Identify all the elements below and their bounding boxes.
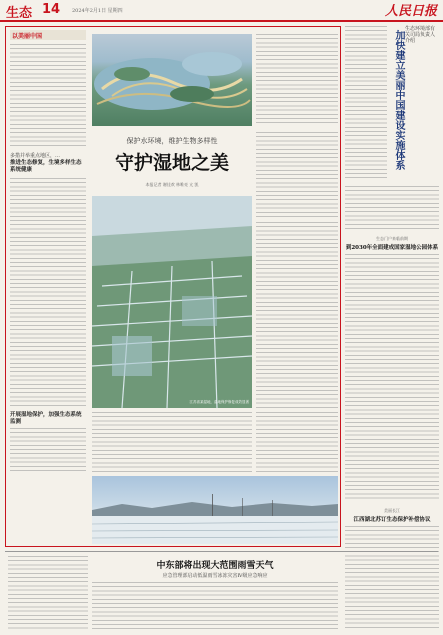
page-number: 14 [42,2,61,17]
article-text-block [10,44,86,148]
wetland-photo-bottom [92,476,338,544]
wetland-fields-illustration [92,196,252,408]
article-text-block [256,412,338,472]
bottom-subhead: 应急管理部启动低温雨雪冰冻灾害Ⅳ级应急响应 [162,573,268,579]
winter-wetland-illustration [92,476,338,544]
article-text-block [8,556,88,630]
subhead: 开展湿地保护，加强生态系统监测 [10,412,82,425]
bottom-headline: 中东部将出现大范围雨雪天气 [156,561,274,571]
subhead: 多措并举重点地区，… [10,153,61,159]
masthead [0,0,443,22]
feature-kicker: 保护水环境，维护生物多样性 [126,137,218,145]
brief-kicker: 生态门户来临前期 [376,236,408,241]
brief-headline: 江西湖北苏订生态保护补偿协议 [353,517,431,523]
brief-headline: 到2030年全面建成国家湿地公园体系 [345,245,439,251]
feature-byline: 本报记者 谢佳欢 林唯亮 亢 凯 [145,182,199,187]
article-text-block [92,582,338,630]
subhead: 推进生态修复，生境多样生态系统健康 [10,160,82,173]
photo-caption: 江苏省某湿地，湿地保护修复成效显著 [189,400,249,404]
bottom-divider [5,551,438,552]
wetland-illustration [92,34,252,126]
wetland-photo-middle [92,196,252,408]
article-text-block [10,178,86,408]
issue-date: 2024年2月1日 星期四 [72,8,123,14]
article-text-block [256,222,338,408]
article-text-block [256,34,338,126]
article-text-block [345,26,387,181]
article-text-block [10,428,86,474]
section-name: 生态 [6,6,33,21]
article-text-block [92,412,252,472]
article-text-block [345,186,439,230]
article-text-block [256,132,338,218]
column-tag: 以美丽中国 [10,30,86,40]
paper-logo: 人民日报 [384,4,437,19]
right-kicker: 生态环境部有关司局负责人介绍 [405,26,436,44]
article-text-block [345,254,439,502]
article-text-block [345,526,439,630]
right-headline: 加快建立美丽中国建设实施体系 [393,30,404,170]
brief-kicker: 美丽长江 [384,508,400,513]
wetland-photo-top [92,34,252,126]
feature-headline: 守护湿地之美 [114,152,229,174]
